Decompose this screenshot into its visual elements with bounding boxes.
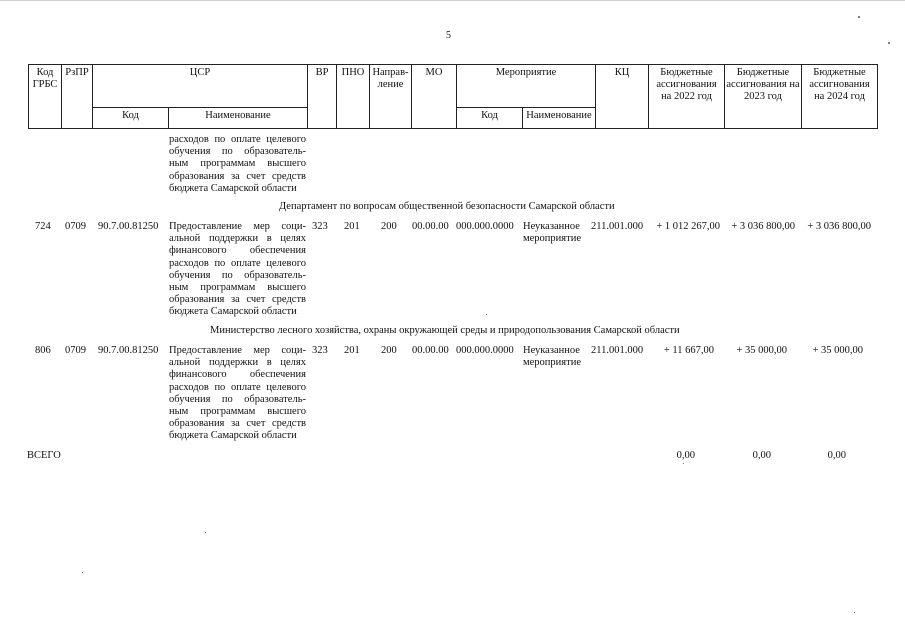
header-csr-kod: Код bbox=[93, 108, 169, 129]
cell-grbs: 806 bbox=[35, 345, 51, 356]
cell-mer-name-2: мероприятие bbox=[523, 357, 581, 368]
cell-mer-name-1: Неуказанное bbox=[523, 345, 580, 356]
cell-rzpr: 0709 bbox=[65, 345, 86, 356]
page-number: 5 bbox=[446, 30, 451, 41]
cell-napr: 200 bbox=[381, 345, 397, 356]
header-rzpr: РзПР bbox=[62, 65, 93, 129]
cell-kc: 211.001.000 bbox=[591, 221, 644, 232]
cell-mo: 00.00.00 bbox=[412, 345, 449, 356]
header-2023: Бюджетные ассигнования на 2023 год bbox=[725, 65, 802, 129]
header-meropriyatie: Мероприятие bbox=[457, 65, 596, 108]
scan-speck bbox=[486, 314, 487, 315]
header-mer-name: Наименование bbox=[523, 108, 596, 129]
section-title: Департамент по вопросам общественной безопасности Самарской области bbox=[279, 201, 615, 212]
header-vr: ВР bbox=[308, 65, 337, 129]
cell-grbs: 724 bbox=[35, 221, 51, 232]
header-napravlenie: Направ-ление bbox=[370, 65, 412, 129]
header-mer-kod: Код bbox=[457, 108, 523, 129]
total-2022: 0,00 bbox=[676, 450, 695, 461]
cell-csr: 90.7.00.81250 bbox=[98, 345, 159, 356]
header-pno: ПНО bbox=[337, 65, 370, 129]
scan-speck bbox=[858, 16, 860, 18]
cell-2024: + 35 000,00 bbox=[812, 345, 863, 356]
total-2024: 0,00 bbox=[827, 450, 846, 461]
header-2022: Бюджетные ассигнования на 2022 год bbox=[649, 65, 725, 129]
cell-mo: 00.00.00 bbox=[412, 221, 449, 232]
cell-mer-name-1: Неуказанное bbox=[523, 221, 580, 232]
cell-mer-name-2: мероприятие bbox=[523, 233, 581, 244]
page-top-edge bbox=[0, 0, 905, 1]
cell-napr: 200 bbox=[381, 221, 397, 232]
header-table bbox=[28, 64, 878, 129]
cell-2022: + 11 667,00 bbox=[663, 345, 714, 356]
continuation-text: расходов по оплате целевого обучения по образователь- ным программам высшего образования за счет средств бюджета Самарской области bbox=[169, 134, 306, 194]
cell-name: Предоставление мер соци- альной поддержки в целях финансового обеспечения расходов по оплате целевого обучения по образователь- ным программам высшего образования за счет средств бюджета Самарской области bbox=[169, 345, 306, 442]
header-2024: Бюджетные ассигнования на 2024 год bbox=[802, 65, 878, 129]
scan-speck bbox=[854, 612, 855, 613]
scan-speck bbox=[888, 42, 890, 44]
cell-name: Предоставление мер соци- альной поддержки в целях финансового обеспечения расходов по оплате целевого обучения по образователь- ным программам высшего образования за счет средств бюджета Самарской области bbox=[169, 221, 306, 318]
header-csr: ЦСР bbox=[93, 65, 308, 108]
total-2023: 0,00 bbox=[752, 450, 771, 461]
header-mo: МО bbox=[412, 65, 457, 129]
header-kc: КЦ bbox=[596, 65, 649, 129]
cell-mer-kod: 000.000.0000 bbox=[456, 345, 514, 356]
header-kod-grbs: Код ГРБС bbox=[29, 65, 62, 129]
cell-mer-kod: 000.000.0000 bbox=[456, 221, 514, 232]
scan-speck bbox=[205, 532, 206, 533]
scan-speck bbox=[683, 463, 684, 464]
header-csr-name: Наименование bbox=[169, 108, 308, 129]
cell-2023: + 3 036 800,00 bbox=[731, 221, 795, 232]
cell-2022: + 1 012 267,00 bbox=[656, 221, 720, 232]
section-title: Министерство лесного хозяйства, охраны окружающей среды и природопользования Самарской области bbox=[210, 325, 680, 336]
cell-rzpr: 0709 bbox=[65, 221, 86, 232]
scan-speck bbox=[82, 572, 83, 573]
total-label: ВСЕГО bbox=[27, 450, 61, 461]
cell-vr: 323 bbox=[312, 345, 328, 356]
cell-2024: + 3 036 800,00 bbox=[807, 221, 871, 232]
cell-csr: 90.7.00.81250 bbox=[98, 221, 159, 232]
cell-vr: 323 bbox=[312, 221, 328, 232]
cell-kc: 211.001.000 bbox=[591, 345, 644, 356]
cell-pno: 201 bbox=[344, 345, 360, 356]
cell-2023: + 35 000,00 bbox=[736, 345, 787, 356]
cell-pno: 201 bbox=[344, 221, 360, 232]
